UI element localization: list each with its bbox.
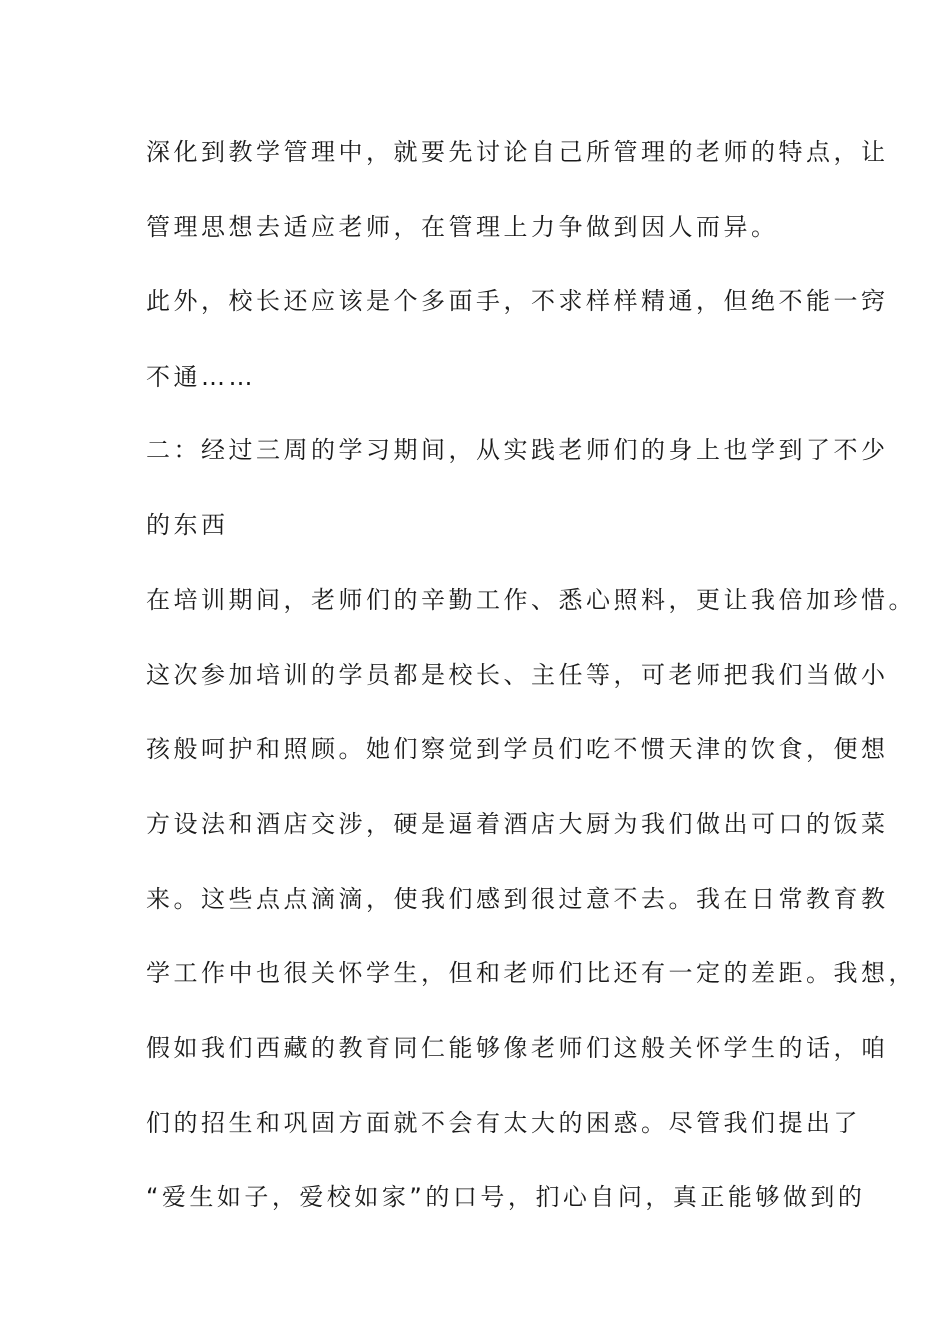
text-line-1: 深化到教学管理中，就要先讨论自己所管理的老师的特点，让	[146, 138, 889, 166]
text-line-10: 方设法和酒店交涉，硬是逼着酒店大厨为我们做出可口的饭菜	[146, 810, 889, 838]
text-line-6: 的东西	[146, 511, 229, 539]
text-line-5: 二：经过三周的学习期间，从实践老师们的身上也学到了不少	[146, 436, 889, 464]
text-line-15: “爱生如子，爱校如家”的口号，扪心自问，真正能够做到的	[146, 1183, 866, 1211]
text-line-4: 不通……	[146, 363, 256, 391]
text-line-12: 学工作中也很关怀学生，但和老师们比还有一定的差距。我想，	[146, 959, 916, 987]
text-line-7: 在培训期间，老师们的辛勤工作、悉心照料，更让我倍加珍惜。	[146, 586, 916, 614]
text-line-11: 来。这些点点滴滴，使我们感到很过意不去。我在日常教育教	[146, 885, 889, 913]
text-line-3: 此外，校长还应该是个多面手，不求样样精通，但绝不能一窍	[146, 287, 889, 315]
text-line-14: 们的招生和巩固方面就不会有太大的困惑。尽管我们提出了	[146, 1109, 861, 1137]
text-line-9: 孩般呵护和照顾。她们察觉到学员们吃不惯天津的饮食，便想	[146, 735, 889, 763]
text-line-2: 管理思想去适应老师，在管理上力争做到因人而异。	[146, 213, 779, 241]
text-line-13: 假如我们西藏的教育同仁能够像老师们这般关怀学生的话，咱	[146, 1034, 889, 1062]
text-line-8: 这次参加培训的学员都是校长、主任等，可老师把我们当做小	[146, 661, 889, 689]
